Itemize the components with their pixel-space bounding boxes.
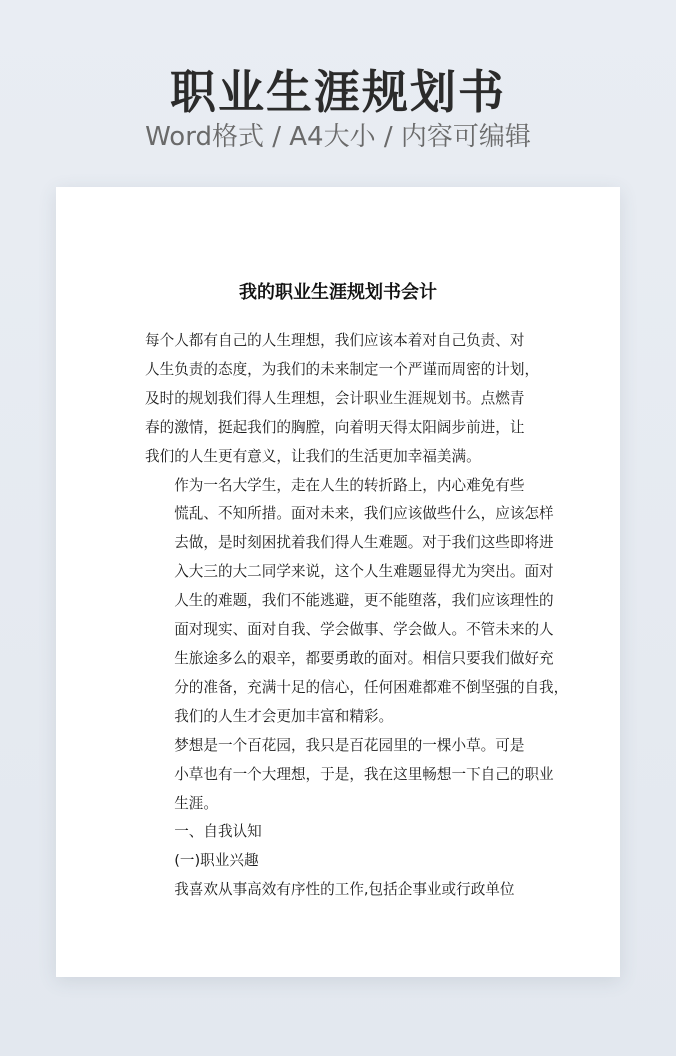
- paragraph-line: (一)职业兴趣: [174, 852, 259, 870]
- paragraph-line: 人生的难题，我们不能逃避，更不能堕落，我们应该理性的: [174, 592, 554, 610]
- paragraph-line: 作为一名大学生，走在人生的转折路上，内心难免有些: [174, 476, 525, 494]
- document-paragraph: [145, 876, 537, 905]
- paragraph-line: 面对现实、面对自我、学会做事、学会做人。不管未来的人: [174, 621, 554, 639]
- paragraph-line: 春的激情，挺起我们的胸膛，向着明天得太阳阔步前进，让: [145, 418, 525, 436]
- paragraph-line: 一、自我认知: [174, 823, 262, 841]
- paragraph-line: 我喜欢从事高效有序性的工作,包括企事业或行政单位: [174, 881, 515, 899]
- paragraph-line: 入大三的大二同学来说，这个人生难题显得尤为突出。面对: [174, 563, 554, 581]
- paragraph-line: 每个人都有自己的人生理想，我们应该本着对自己负责、对: [145, 332, 525, 349]
- document-body: [145, 327, 569, 905]
- paragraph-line: 及时的规划我们得人生理想，会计职业生涯规划书。点燃青: [145, 389, 525, 407]
- document-paragraph: [145, 818, 537, 847]
- paragraph-line: 分的准备，充满十足的信心，任何困难都难不倒坚强的自我，: [174, 678, 569, 696]
- document-paragraph: [145, 732, 554, 819]
- document-paragraph: [145, 847, 537, 876]
- paragraph-line: 我们的人生才会更加丰富和精彩。: [174, 707, 394, 725]
- paragraph-line: 生涯。: [174, 794, 218, 812]
- paragraph-line: 生旅途多么的艰辛，都要勇敢的面对。相信只要我们做好充: [174, 649, 554, 667]
- document-page: [56, 187, 620, 977]
- paragraph-line: 人生负责的态度，为我们的未来制定一个严谨而周密的计划，: [145, 360, 540, 378]
- paragraph-line: 慌乱、不知所措。面对未来，我们应该做些什么，应该怎样: [174, 505, 554, 523]
- banner-subtitle: Word格式 / A4大小 / 内容可编辑: [145, 122, 531, 152]
- document-paragraph: [145, 327, 540, 472]
- document-title: 我的职业生涯规划书会计: [239, 282, 437, 303]
- document-paragraph: [145, 472, 569, 732]
- paragraph-line: 去做，是时刻困扰着我们得人生难题。对于我们这些即将进: [174, 534, 554, 552]
- paragraph-line: 梦想是一个百花园，我只是百花园里的一棵小草。可是: [174, 736, 525, 754]
- banner-title: 职业生涯规划书: [170, 65, 506, 119]
- paragraph-line: 我们的人生更有意义，让我们的生活更加幸福美满。: [145, 447, 481, 465]
- paragraph-line: 小草也有一个大理想，于是，我在这里畅想一下自己的职业: [174, 765, 554, 783]
